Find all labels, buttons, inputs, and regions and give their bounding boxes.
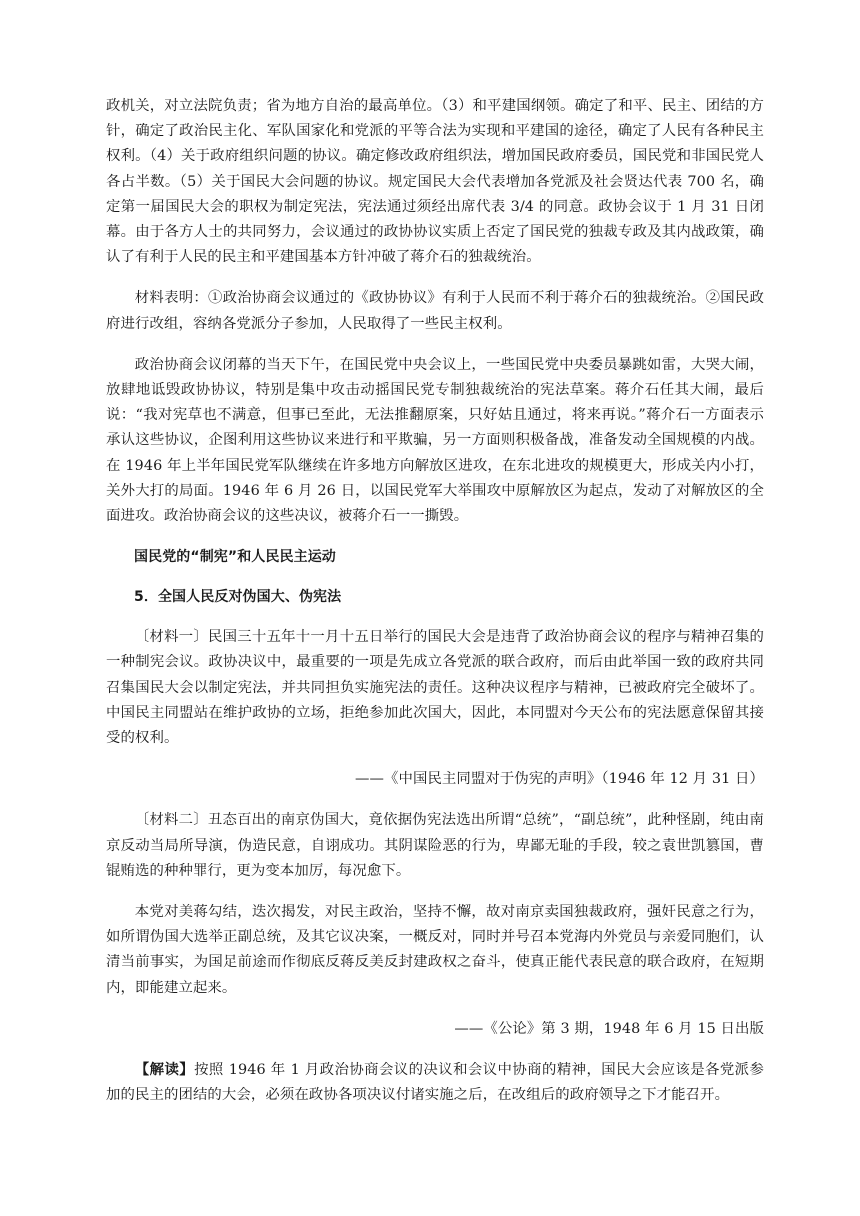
subsection-heading: 5．全国人民反对伪国大、伪宪法	[134, 589, 342, 606]
paragraph-party-statement: 本党对美蒋勾结，迭次揭发，对民主政治，坚持不懈，故对南京卖国独裁政府，强奸民意之行为，如所谓伪国大选举正副总统，及其它议决案，一概反对，同时并号召本党海内外党员与亲爱同胞们，认清当前事实，为国足前途而作彻底反蒋反美反封建政权之奋斗，使真正能代表民意的联合政府，在短期内，即能建立起来。	[106, 904, 764, 996]
section-heading: 国民党的“制宪”和人民民主运动	[134, 549, 336, 566]
paragraph-conference-resolutions: 政机关，对立法院负责；省为地方自治的最高单位。（3）和平建国纲领。确定了和平、民主、团结的方针，确定了政治民主化、军队国家化和党派的平等合法为实现和平建国的途径，确定了人民有各种民主权利。（4）关于政府组织问题的协议。确定修改政府组织法，增加国民政府委员，国民党和非国民党人各占半数。（5）关于国民大会问题的协议。规定国民大会代表增加各党派及社会贤达代表 700 名，确定第一届国民大会的职权为制定宪法，宪法通过须经出席代表 3/4 的同意。政协会议于 1 月 31 日闭幕。由于各方人士的共同努力，会议通过的政协协议实质上否定了国民党的独裁专政及其内战政策，确认了有利于人民的民主和平建国基本方针冲破了蒋介石的独裁统治。	[106, 98, 764, 266]
paragraph-material-one: 〔材料一〕民国三十五年十一月十五日举行的国民大会是违背了政治协商会议的程序与精神召集的一种制宪会议。政协决议中，最重要的一项是先成立各党派的联合政府，而后由此举国一致的政府共同召集国民大会以制定宪法，并共同担负实施宪法的责任。这种决议程序与精神，已被政府完全破坏了。中国民主同盟站在维护政协的立场，拒绝参加此次国大，因此，本同盟对今天公布的宪法愿意保留其接受的权利。	[106, 629, 764, 747]
paragraph-kmt-reaction: 政治协商会议闭幕的当天下午，在国民党中央会议上，一些国民党中央委员暴跳如雷，大哭大闹，放肆地诋毁政协协议，特别是集中攻击动摇国民党专制独裁统治的宪法草案。蒋介石任其大闹，最后说：“我对宪草也不满意，但事已至此，无法推翻原案，只好姑且通过，将来再说。”蒋介石一方面表示承认这些协议，企图利用这些协议来进行和平欺骗，另一方面则积极备战，准备发动全国规模的内战。在 1946 年上半年国民党军队继续在许多地方向解放区进攻，在东北进攻的规模更大，形成关内小打，关外大打的局面。1946 年 6 月 26 日，以国民党军大举围攻中原解放区为起点，发动了对解放区的全面进攻。政治协商会议的这些决议，被蒋介石一一撕毁。	[106, 356, 764, 525]
paragraph-material-shows: 材料表明：①政治协商会议通过的《政协协议》有利于人民而不利于蒋介石的独裁统治。②国民政府进行改组，容纳各党派分子参加，人民取得了一些民主权利。	[106, 290, 764, 332]
interpretation-text: 按照 1946 年 1 月政治协商会议的决议和会议中协商的精神，国民大会应该是各党派参加的民主的团结的大会，必须在政协各项决议付诸实施之后，在改组后的政府领导之下才能召开。	[106, 1062, 764, 1104]
paragraph-interpretation	[106, 1058, 764, 1108]
source-citation-two: ——《公论》第 3 期，1948 年 6 月 15 日出版	[454, 1020, 764, 1037]
source-citation-one: ——《中国民主同盟对于伪宪的声明》（1946 年 12 月 31 日）	[354, 771, 764, 788]
interpretation-label: 【解读】	[134, 1062, 195, 1079]
paragraph-material-two: 〔材料二〕丑态百出的南京伪国大，竟依据伪宪法选出所谓“总统”，“副总统”，此种怪剧，纯由南京反动当局所导演，伪造民意，自诩成功。其阴谋险恶的行为，卑鄙无耻的手段，较之袁世凯篡国，曹锟贿选的种种罪行，更为变本加厉，每况愈下。	[106, 812, 764, 879]
